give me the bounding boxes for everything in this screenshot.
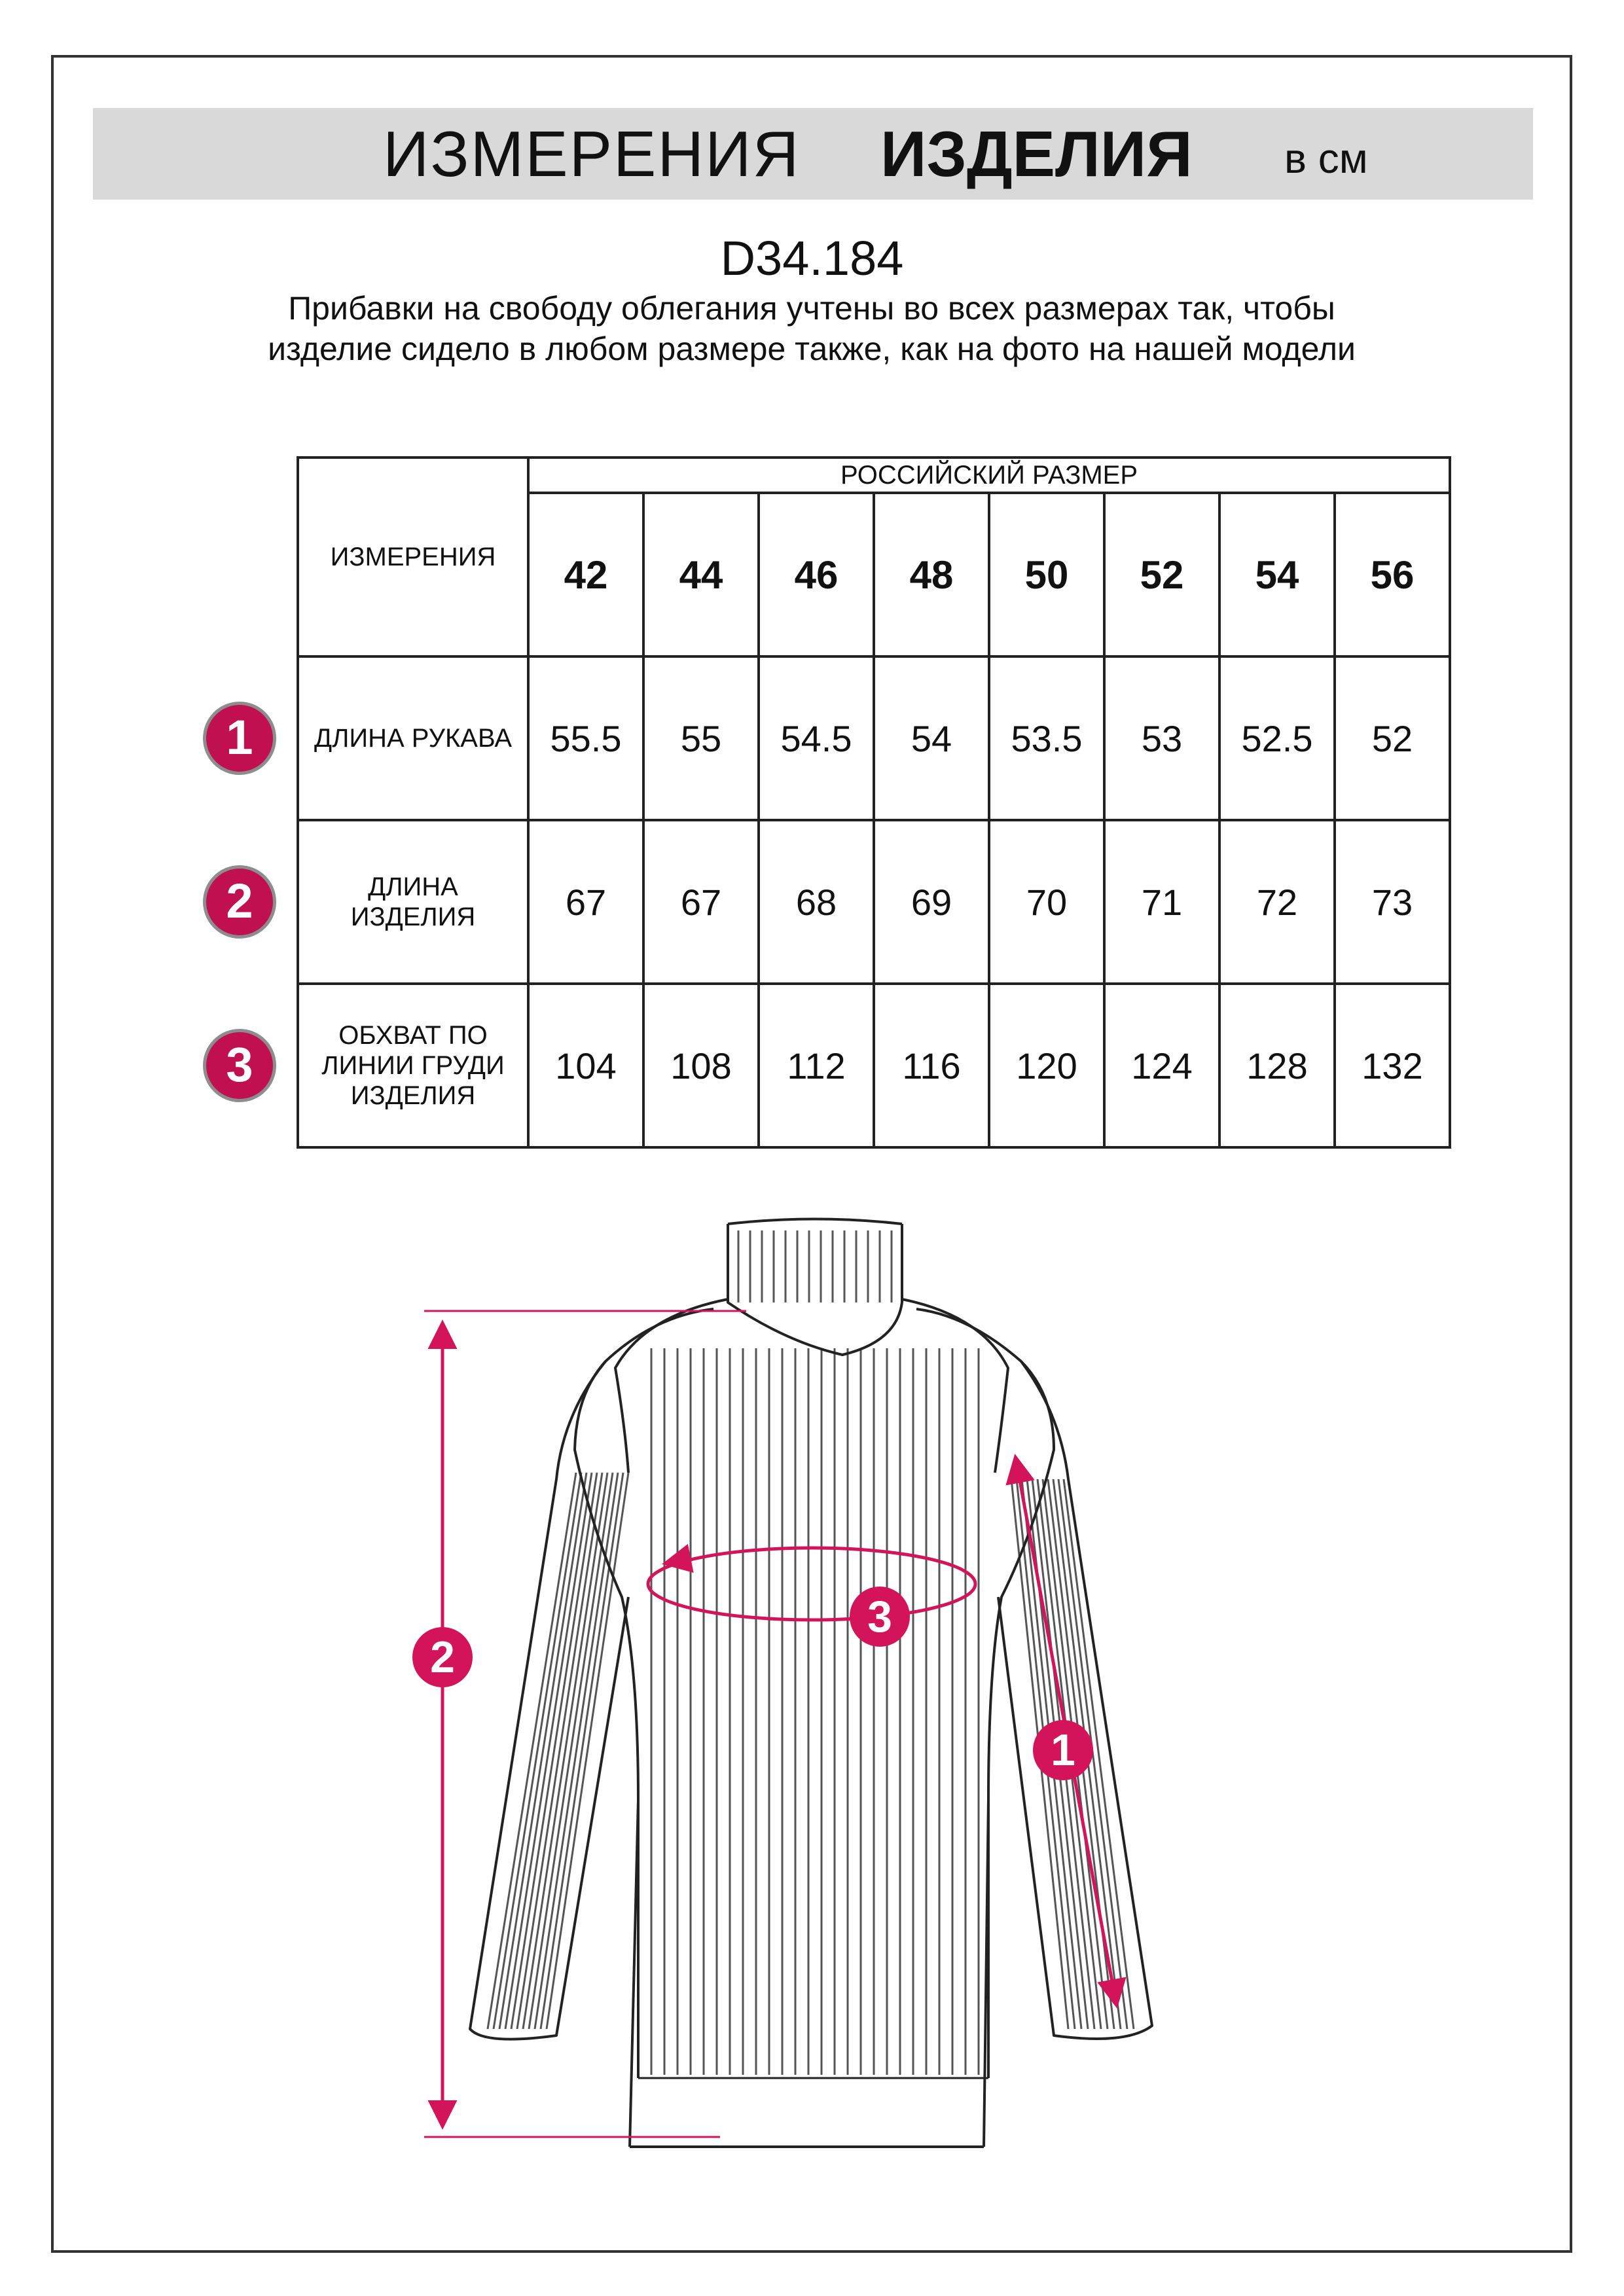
table-cell: 71	[1104, 820, 1219, 984]
table-cell: 69	[874, 820, 989, 984]
table-cell: 132	[1335, 984, 1450, 1147]
dimension-marker-length: 2	[412, 1627, 473, 1687]
table-cell: 53.5	[989, 656, 1104, 820]
table-cell: 116	[874, 984, 989, 1147]
size-header: 42	[528, 493, 643, 656]
rib-stroke	[488, 1473, 576, 2029]
rib-stroke	[523, 1473, 607, 2029]
size-group-header: РОССИЙСКИЙ РАЗМЕР	[528, 457, 1450, 493]
title-units: в см	[1284, 135, 1368, 182]
size-header: 48	[874, 493, 989, 656]
size-header: 52	[1104, 493, 1219, 656]
table-cell: 72	[1219, 820, 1335, 984]
rib-stroke	[511, 1473, 597, 2029]
size-header: 56	[1335, 493, 1450, 656]
table-cell: 67	[643, 820, 759, 984]
size-header: 44	[643, 493, 759, 656]
row-label-sleeve: ДЛИНА РУКАВА	[298, 656, 528, 820]
article-code: D34.184	[720, 231, 904, 285]
table-cell: 128	[1219, 984, 1335, 1147]
table-cell: 124	[1104, 984, 1219, 1147]
table-cell: 52	[1335, 656, 1450, 820]
rib-stroke	[505, 1473, 592, 2029]
table-cell: 112	[759, 984, 874, 1147]
table-cell: 70	[989, 820, 1104, 984]
size-header: 46	[759, 493, 874, 656]
row-marker-3: 3	[203, 1029, 276, 1102]
table-cell: 108	[643, 984, 759, 1147]
row-label-chest: ОБХВАТ ПО ЛИНИИ ГРУДИ ИЗДЕЛИЯ	[298, 984, 528, 1147]
table-cell: 54.5	[759, 656, 874, 820]
size-header: 50	[989, 493, 1104, 656]
measurements-header: ИЗМЕРЕНИЯ	[298, 457, 528, 656]
rib-stroke	[494, 1473, 581, 2029]
table-cell: 54	[874, 656, 989, 820]
table-cell: 104	[528, 984, 643, 1147]
table-cell: 53	[1104, 656, 1219, 820]
dimension-marker-chest: 3	[850, 1587, 910, 1647]
title-garment: ИЗДЕЛИЯ	[880, 118, 1193, 190]
title-measurements: ИЗМЕРЕНИЯ	[383, 118, 801, 190]
rib-stroke	[541, 1473, 623, 2029]
row-marker-1: 1	[203, 702, 276, 775]
size-header: 54	[1219, 493, 1335, 656]
row-label-length: ДЛИНА ИЗДЕЛИЯ	[298, 820, 528, 984]
table-cell: 55	[643, 656, 759, 820]
fit-note: Прибавки на свободу облегания учтены во всех размерах так, чтобы изделие сидело в любом размере также, как на фото на нашей модели	[268, 290, 1356, 367]
table-cell: 120	[989, 984, 1104, 1147]
table-cell: 52.5	[1219, 656, 1335, 820]
table-cell: 68	[759, 820, 874, 984]
table-cell: 73	[1335, 820, 1450, 984]
row-marker-2: 2	[203, 865, 276, 939]
table-cell: 67	[528, 820, 643, 984]
dimension-marker-sleeve: 1	[1033, 1720, 1093, 1780]
table-cell: 55.5	[528, 656, 643, 820]
